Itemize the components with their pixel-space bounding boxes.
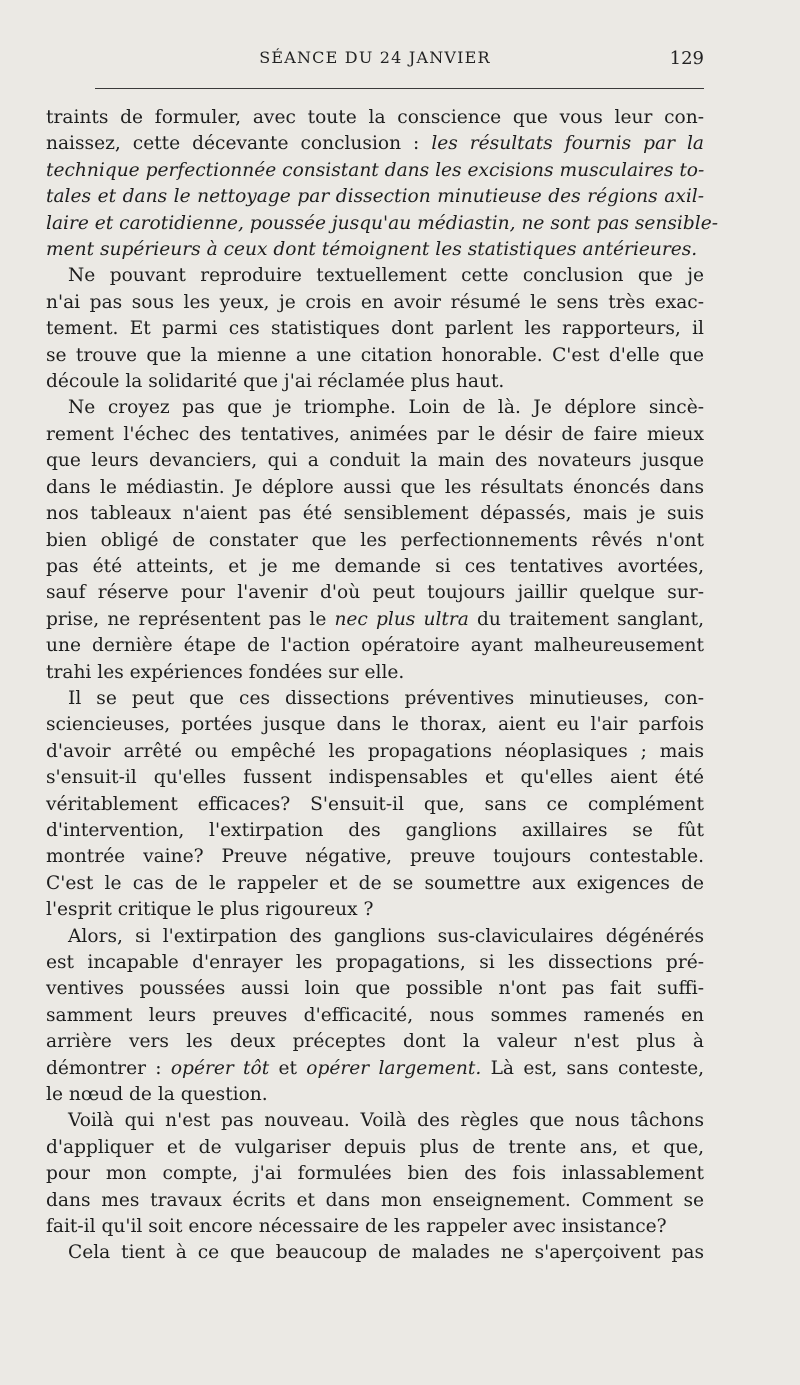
- text-segment: du traitement sanglant,: [468, 608, 704, 630]
- text-line: [46, 528, 704, 554]
- header-rule: [95, 88, 704, 89]
- text-segment: montrée vaine? Preuve négative, preuve toujours contestable.: [46, 846, 704, 868]
- text-line: [46, 343, 704, 369]
- text-line: [46, 395, 704, 421]
- text-segment: prise, ne représentent pas le: [46, 608, 335, 630]
- text-line: [46, 184, 704, 210]
- paragraph: [46, 924, 704, 1109]
- text-line: [46, 290, 704, 316]
- text-segment: une dernière étape de l'action opératoire ayant malheureusement: [46, 635, 704, 657]
- text-segment: Il se peut que ces dissections préventives minutieuses, con-: [68, 687, 704, 709]
- text-segment: pour mon compte, j'ai formulées bien des fois inlassablement: [46, 1163, 704, 1185]
- text-segment: s'ensuit-il qu'elles fussent indispensables et qu'elles aient été: [46, 767, 704, 789]
- text-line: [46, 1003, 704, 1029]
- text-segment: samment leurs preuves d'efficacité, nous sommes ramenés en: [46, 1004, 704, 1026]
- italic-segment: tales et dans le nettoyage par dissection minutieuse des régions axil-: [46, 186, 704, 208]
- text-segment: dans le médiastin. Je déplore aussi que les résultats énoncés dans: [46, 476, 704, 498]
- text-line: [46, 263, 704, 289]
- text-line: [46, 1029, 704, 1055]
- text-line: [46, 369, 704, 395]
- text-segment: Ne pouvant reproduire textuellement cette conclusion que je: [68, 265, 704, 287]
- page-number: 129: [669, 48, 704, 69]
- text-line: [46, 765, 704, 791]
- text-line: [46, 1188, 704, 1214]
- text-segment: Ne croyez pas que je triomphe. Loin de là. Je déplore sincè-: [68, 397, 704, 419]
- text-line: [46, 871, 704, 897]
- text-line: [46, 1214, 704, 1240]
- text-segment: d'intervention, l'extirpation des ganglions axillaires se fût: [46, 819, 704, 841]
- paragraph: [46, 105, 719, 263]
- text-segment: Voilà qui n'est pas nouveau. Voilà des règles que nous tâchons: [68, 1110, 704, 1132]
- text-segment: véritablement efficaces? S'ensuit-il que, sans ce complément: [46, 793, 704, 815]
- text-line: [46, 158, 704, 184]
- italic-segment: ment supérieurs à ceux dont témoignent les statistiques antérieures.: [46, 239, 698, 261]
- text-line: [46, 1161, 704, 1187]
- text-segment: le nœud de la question.: [46, 1084, 268, 1106]
- text-line: [46, 792, 704, 818]
- italic-segment: laire et carotidienne, poussée jusqu'au médiastin, ne sont pas sensible-: [46, 212, 719, 234]
- text-line: [46, 660, 704, 686]
- text-segment: fait-il qu'il soit encore nécessaire de les rappeler avec insistance?: [46, 1216, 667, 1238]
- text-line: [46, 686, 704, 712]
- italic-segment: nec plus ultra: [334, 608, 469, 630]
- text-line: [46, 1135, 704, 1161]
- text-segment: l'esprit critique le plus rigoureux ?: [46, 899, 374, 921]
- text-segment: découle la solidarité que j'ai réclamée plus haut.: [46, 371, 505, 393]
- text-line: [46, 1108, 704, 1134]
- text-line: [46, 818, 704, 844]
- text-line: [46, 607, 704, 633]
- text-segment: et: [269, 1057, 307, 1079]
- text-segment: Cela tient à ce que beaucoup de malades ne s'aperçoivent pas: [68, 1242, 704, 1264]
- text-segment: C'est le cas de le rappeler et de se soumettre aux exigences de: [46, 872, 704, 894]
- text-line: [46, 633, 704, 659]
- italic-segment: opérer largement.: [306, 1057, 482, 1079]
- text-segment: démontrer :: [46, 1057, 171, 1079]
- text-segment: ventives poussées aussi loin que possible n'ont pas fait suffi-: [46, 978, 704, 1000]
- text-line: [46, 501, 704, 527]
- italic-segment: opérer tôt: [170, 1057, 270, 1079]
- text-line: [46, 475, 704, 501]
- text-segment: dans mes travaux écrits et dans mon enseignement. Comment se: [46, 1189, 704, 1211]
- text-line: [46, 105, 704, 131]
- text-line: [46, 237, 704, 263]
- running-title: SÉANCE DU 24 JANVIER: [259, 48, 491, 67]
- paragraph: [46, 1240, 704, 1266]
- text-segment: d'avoir arrêté ou empêché les propagations néoplasiques ; mais: [46, 740, 704, 762]
- text-line: [46, 976, 704, 1002]
- running-head: [46, 48, 704, 72]
- text-segment: trahi les expériences fondées sur elle.: [46, 661, 405, 683]
- text-segment: d'appliquer et de vulgariser depuis plus de trente ans, et que,: [46, 1136, 704, 1158]
- body-text: [46, 105, 719, 1267]
- paragraph: [46, 1108, 704, 1240]
- text-line: [46, 554, 704, 580]
- text-segment: traints de formuler, avec toute la conscience que vous leur con-: [46, 107, 704, 128]
- text-segment: est incapable d'enrayer les propagations, si les dissections pré-: [46, 952, 704, 973]
- text-line: [46, 1056, 704, 1082]
- text-segment: rement l'échec des tentatives, animées par le désir de faire mieux: [46, 423, 704, 445]
- text-segment: bien obligé de constater que les perfectionnements rêvés n'ont: [46, 529, 704, 551]
- text-segment: n'ai pas sous les yeux, je crois en avoir résumé le sens très exac-: [46, 291, 704, 313]
- text-segment: sauf réserve pour l'avenir d'où peut toujours jaillir quelque sur-: [46, 582, 704, 604]
- text-segment: se trouve que la mienne a une citation honorable. C'est d'elle que: [46, 344, 704, 366]
- paragraph: [46, 395, 704, 685]
- italic-segment: les résultats fournis par la: [431, 133, 704, 155]
- text-line: [46, 211, 719, 237]
- text-segment: tement. Et parmi ces statistiques dont parlent les rapporteurs, il: [46, 318, 704, 340]
- text-line: [46, 448, 704, 474]
- text-line: [46, 844, 704, 870]
- text-line: [46, 316, 704, 342]
- text-line: [46, 897, 704, 923]
- text-segment: arrière vers les deux préceptes dont la valeur n'est plus à: [46, 1031, 704, 1053]
- text-line: [46, 580, 704, 606]
- text-line: [46, 131, 704, 157]
- text-line: [46, 1082, 704, 1108]
- text-segment: pas été atteints, et je me demande si ces tentatives avortées,: [46, 555, 704, 577]
- text-segment: nos tableaux n'aient pas été sensiblement dépassés, mais je suis: [46, 503, 704, 525]
- text-segment: sciencieuses, portées jusque dans le thorax, aient eu l'air parfois: [46, 714, 704, 736]
- text-line: [46, 1240, 704, 1266]
- italic-segment: technique perfectionnée consistant dans les excisions musculaires to-: [46, 159, 705, 181]
- text-segment: naissez, cette décevante conclusion :: [46, 133, 432, 155]
- text-line: [46, 950, 704, 976]
- text-line: [46, 924, 704, 950]
- text-segment: Alors, si l'extirpation des ganglions sus-claviculaires dégénérés: [68, 925, 704, 947]
- text-line: [46, 422, 704, 448]
- paragraph: [46, 686, 704, 924]
- text-line: [46, 739, 704, 765]
- text-segment: Là est, sans conteste,: [481, 1057, 704, 1079]
- text-segment: que leurs devanciers, qui a conduit la main des novateurs jusque: [46, 450, 704, 472]
- paragraph: [46, 263, 704, 395]
- text-line: [46, 712, 704, 738]
